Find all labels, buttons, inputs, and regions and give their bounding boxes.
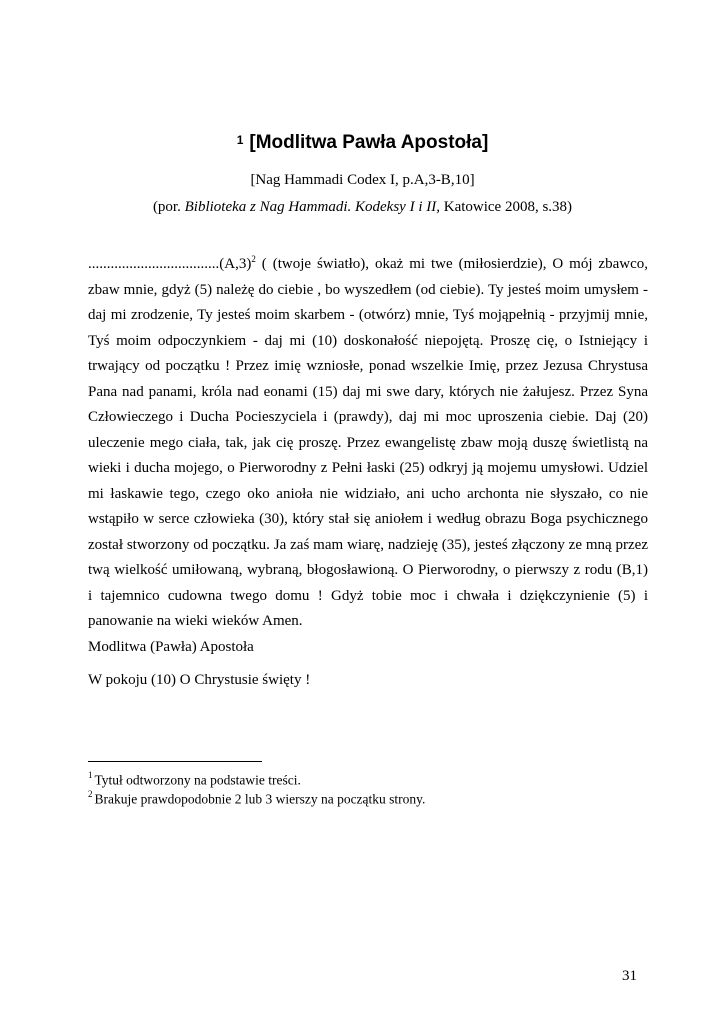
- first-line-text: ( (twoje światło), okaż mi twe (miłosierdzie), O mój zbawco,: [255, 256, 648, 272]
- footnote-marker: 2: [88, 789, 93, 799]
- title-text: [Modlitwa Pawła Apostoła]: [249, 132, 489, 153]
- body-line: zbaw mnie, gdyż (5) należę do ciebie , bo wyszedłem (od ciebie). Ty jesteś moim umysłem -: [88, 281, 648, 298]
- body-line: Pana nad panami, króla nad eonami (15) daj mi swe dary, których nie żałujesz. Przez Syna: [88, 383, 648, 400]
- footnote-divider: [88, 761, 262, 762]
- page-number: 31: [622, 968, 637, 984]
- source-book-title: Biblioteka z Nag Hammadi. Kodeksy I i II,: [184, 199, 440, 215]
- title-footnote-marker: 1: [236, 133, 244, 147]
- document-title: [0, 131, 725, 155]
- footnote-marker: 1: [88, 770, 93, 780]
- body-line: [88, 252, 648, 278]
- body-line: twą wielkość umiłowaną, wybraną, błogosławioną. O Pierworodny, o pierwszy z rodu (B,1): [88, 562, 648, 578]
- closing-title: Modlitwa (Pawła) Apostoła: [88, 639, 254, 655]
- source-citation: [0, 197, 725, 217]
- body-line: i tajemnico cudowna twego domu ! Gdyż tobie moc i chwała i dziękczynienie (5) i: [88, 587, 648, 604]
- lacuna-reference: ...................................(A,3): [88, 256, 252, 272]
- body-line: daj mi zrodzenie, Ty jesteś moim skarbem - (otwórz) mnie, Tyś mojąpełnią - przyjmij mnie,: [88, 307, 648, 323]
- prayer-body: [88, 252, 648, 635]
- footnote-2: [88, 787, 425, 808]
- source-prefix: (por.: [152, 199, 185, 215]
- footnote-text: Brakuje prawdopodobnie 2 lub 3 wierszy na początku strony.: [94, 791, 426, 807]
- body-line: Tyś moim odpoczynkiem - daj mi (10) doskonałość niepojętą. Proszę cię, o Istniejący i: [88, 332, 648, 349]
- closing-line: W pokoju (10) O Chrystusie święty !: [88, 672, 311, 688]
- body-line: wstąpiło w serce człowieka (30), który stał się aniołem i według obrazu Boga psychicznego: [88, 511, 648, 527]
- footnote-1: [88, 768, 301, 789]
- body-line: Człowieczego i Ducha Pocieszyciela i (prawdy), daj mi moc uproszenia ciebie. Daj (20): [88, 409, 648, 425]
- body-line: wieki i ducha mojego, o Pierworodny z Pełni łaski (25) odkryj ją mojemu umysłowi. Udziel: [88, 460, 648, 476]
- footnote-text: Tytuł odtworzony na podstawie treści.: [94, 772, 301, 788]
- body-line: trwający od początku ! Przez imię wzniosłe, ponad wszelkie Imię, przez Jezusa Chrystusa: [88, 358, 648, 374]
- codex-reference: [Nag Hammadi Codex I, p.A,3-B,10]: [250, 172, 475, 188]
- body-line: mi łaskawie tego, czego oko anioła nie widziało, ani ucho archonta nie słyszało, co nie: [88, 485, 648, 502]
- body-line: uleczenie mego ciała, tak, jak cię proszę. Przez ewangelistę zbaw moją duszę świetlistą na: [88, 434, 648, 451]
- source-suffix: Katowice 2008, s.38): [439, 199, 573, 215]
- body-footnote-marker: 2: [251, 254, 256, 264]
- body-line: został stworzony od początku. Ja zaś mam wiarę, nadzieję (35), jesteś złączony ze mną przez: [88, 536, 648, 553]
- body-line: panowanie na wieki wieków Amen.: [88, 613, 303, 629]
